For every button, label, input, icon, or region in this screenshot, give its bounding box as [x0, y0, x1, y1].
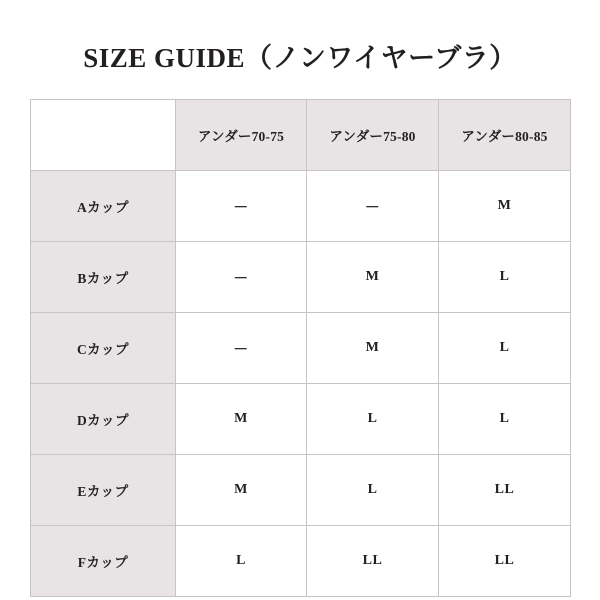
cell-f-80-85: LL	[439, 526, 571, 597]
column-header-under-70-75: アンダー70-75	[176, 100, 307, 171]
cell-a-75-80: －	[307, 171, 439, 242]
cell-f-75-80: LL	[307, 526, 439, 597]
size-guide-table	[30, 99, 571, 597]
cell-b-80-85: L	[439, 242, 571, 313]
cell-b-70-75: －	[176, 242, 307, 313]
cell-e-80-85: LL	[439, 455, 571, 526]
cell-d-75-80: L	[307, 384, 439, 455]
cell-a-80-85: M	[439, 171, 571, 242]
row-header-b-cup: Bカップ	[31, 242, 176, 313]
page-title: SIZE GUIDE（ノンワイヤーブラ）	[83, 43, 517, 73]
table-body	[31, 171, 571, 597]
size-table-container	[0, 99, 600, 597]
cell-c-70-75: －	[176, 313, 307, 384]
row-header-e-cup: Eカップ	[31, 455, 176, 526]
cell-b-75-80: M	[307, 242, 439, 313]
column-header-under-75-80: アンダー75-80	[307, 100, 439, 171]
table-row	[31, 455, 571, 526]
cell-a-70-75: －	[176, 171, 307, 242]
table-row	[31, 526, 571, 597]
table-row	[31, 242, 571, 313]
cell-d-80-85: L	[439, 384, 571, 455]
cell-c-80-85: L	[439, 313, 571, 384]
cell-e-70-75: M	[176, 455, 307, 526]
table-row	[31, 384, 571, 455]
cell-e-75-80: L	[307, 455, 439, 526]
row-header-f-cup: Fカップ	[31, 526, 176, 597]
row-header-c-cup: Cカップ	[31, 313, 176, 384]
row-header-a-cup: Aカップ	[31, 171, 176, 242]
table-header-row	[31, 100, 571, 171]
table-row	[31, 171, 571, 242]
table-row	[31, 313, 571, 384]
column-header-under-80-85: アンダー80-85	[439, 100, 571, 171]
cell-d-70-75: M	[176, 384, 307, 455]
row-header-d-cup: Dカップ	[31, 384, 176, 455]
cell-c-75-80: M	[307, 313, 439, 384]
cell-f-70-75: L	[176, 526, 307, 597]
table-header	[31, 100, 571, 171]
table-corner-cell	[31, 100, 176, 171]
